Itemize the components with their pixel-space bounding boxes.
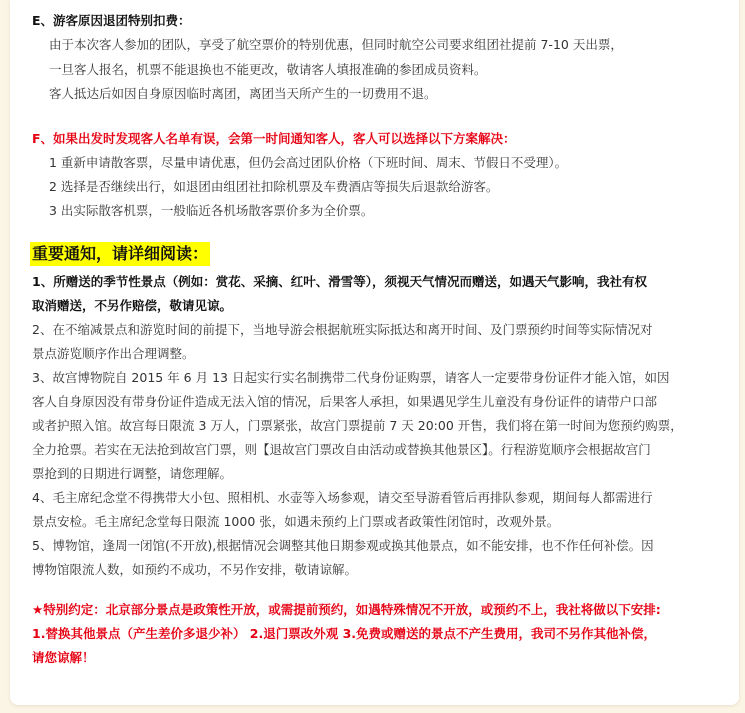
section-e-title: E、游客原因退团特别扣费：: [32, 13, 191, 28]
special-agreement-line: ★特别约定：北京部分景点是政策性开放，或需提前预约，如遇特殊情况不开放，或预约不上，我社将做以下安排:: [32, 602, 661, 617]
notice-item-3-line: 或者护照入馆。故宫每日限流 3 万人，门票紧张，故宫门票提前 7 天 20:00 开售，我们将在第一时间为您预约购票，: [32, 418, 683, 433]
notice-item-1-line: 1、所赠送的季节性景点（例如：赏花、采摘、红叶、滑雪等），须视天气情况而赠送，如遇天气影响，我社有权: [32, 274, 647, 289]
notice-item-3-line: 票抢到的日期进行调整，请您理解。: [32, 466, 233, 481]
notice-item-2-line: 2、在不缩减景点和游览时间的前提下，当地导游会根据航班实际抵达和离开时间、及门票预约时间等实际情况对: [32, 322, 653, 337]
notice-item-3-line: 全力抢票。若实在无法抢到故宫门票，则【退故宫门票改自由活动或替换其他景区】。行程游览顺序会根据故宫门: [32, 442, 651, 457]
notice-item-1-line: 取消赠送，不另作赔偿，敬请见谅。: [32, 298, 233, 313]
section-e-line: 客人抵达后如因自身原因临时离团，离团当天所产生的一切费用不退。: [49, 86, 437, 101]
notice-heading: 重要通知，请详细阅读：: [30, 242, 210, 266]
section-f-line: 2 选择是否继续出行，如退团由组团社扣除机票及车费酒店等损失后退款给游客。: [49, 179, 499, 194]
section-f-title: F、如果出发时发现客人名单有误，会第一时间通知客人，客人可以选择以下方案解决：: [32, 131, 516, 146]
section-e-line: 由于本次客人参加的团队，享受了航空票价的特别优惠，但同时航空公司要求组团社提前 7-10 天出票，: [49, 37, 623, 52]
notice-item-4-line: 4、毛主席纪念堂不得携带大小包、照相机、水壶等入场参观，请交至导游看管后再排队参观，期间每人都需进行: [32, 490, 653, 505]
notice-item-5-line: 5、博物馆，逢周一闭馆(不开放),根据情况会调整其他日期参观或换其他景点，如不能安排，也不作任何补偿。因: [32, 538, 654, 553]
section-f-line: 1 重新申请散客票，尽量申请优惠，但仍会高过团队价格（下班时间、周末、节假日不受理）。: [49, 155, 568, 170]
notice-item-5-line: 博物馆限流人数，如预约不成功，不另作安排，敬请谅解。: [32, 562, 358, 577]
section-e-line: 一旦客人报名，机票不能退换也不能更改，敬请客人填报准确的参团成员资料。: [49, 62, 487, 77]
special-agreement-line: 请您谅解！: [32, 650, 95, 665]
notice-item-2-line: 景点游览顺序作出合理调整。: [32, 346, 195, 361]
notice-item-3-line: 客人自身原因没有带身份证件造成无法入馆的情况，后果客人承担，如果遇见学生儿童没有身份证件的请带户口部: [32, 394, 658, 409]
section-f-line: 3 出实际散客机票，一般临近各机场散客票价多为全价票。: [49, 203, 374, 218]
notice-item-3-line: 3、故宫博物院自 2015 年 6 月 13 日起实行实名制携带二代身份证购票，请客人一定要带身份证件才能入馆，如因: [32, 370, 670, 385]
notice-item-4-line: 景点安检。毛主席纪念堂每日限流 1000 张，如遇未预约上门票或者政策性闭馆时，改观外景。: [32, 514, 560, 529]
special-agreement-line: 1.替换其他景点（产生差价多退少补） 2.退门票改外观 3.免费或赠送的景点不产生费用，我司不另作其他补偿，: [32, 626, 657, 641]
